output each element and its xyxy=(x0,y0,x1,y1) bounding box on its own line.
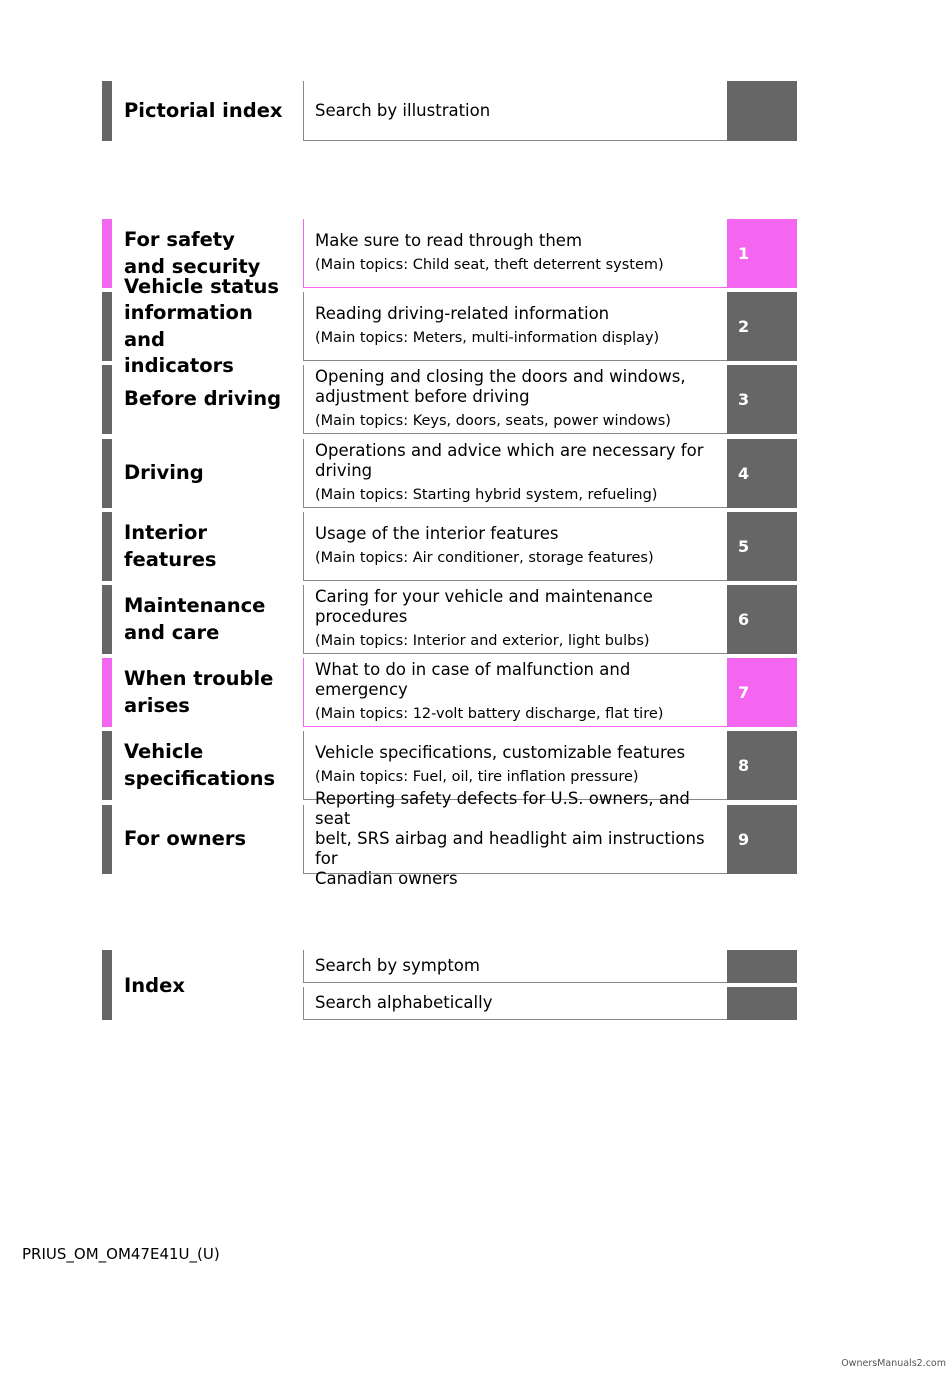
chapter-main-topics: (Main topics: 12-volt battery discharge, flat tire) xyxy=(315,706,664,722)
chapter-description: Reading driving-related information xyxy=(315,304,610,323)
document-code: PRIUS_OM_OM47E41U_(U) xyxy=(22,1245,220,1263)
chapter-description: Opening and closing the doors and windows, adjustment before driving xyxy=(315,367,686,406)
chapter-title: When trouble arises xyxy=(124,667,274,717)
chapter-description: Reporting safety defects for U.S. owners, and seat belt, SRS airbag and headlight aim instructions for Canadian owners xyxy=(315,789,705,888)
chapter-description-panel xyxy=(303,585,727,654)
index-item-panel xyxy=(303,987,727,1020)
pictorial-index-tab[interactable] xyxy=(727,81,797,141)
chapter-row-6[interactable] xyxy=(102,585,797,654)
chapter-tab-number[interactable]: 6 xyxy=(727,585,797,654)
chapter-description-panel xyxy=(303,512,727,581)
index-item-label: Search alphabetically xyxy=(315,993,493,1012)
chapter-row-2[interactable] xyxy=(102,274,797,377)
chapter-bar xyxy=(102,512,112,581)
chapter-title: Driving xyxy=(124,461,204,485)
chapter-row-9[interactable] xyxy=(102,789,797,888)
pictorial-index-row[interactable] xyxy=(102,81,797,141)
chapter-description-panel xyxy=(303,365,727,434)
chapter-main-topics: (Main topics: Keys, doors, seats, power windows) xyxy=(315,413,671,429)
index-item-tab[interactable] xyxy=(727,987,797,1020)
chapter-description: Usage of the interior features xyxy=(315,524,559,543)
chapter-main-topics: (Main topics: Fuel, oil, tire inflation pressure) xyxy=(315,769,639,785)
chapter-main-topics: (Main topics: Child seat, theft deterrent system) xyxy=(315,257,664,273)
chapter-title: Vehicle status information and indicators xyxy=(124,274,279,377)
chapter-row-3[interactable] xyxy=(102,365,797,434)
index-item-symptom[interactable] xyxy=(303,950,797,983)
chapter-row-7[interactable] xyxy=(102,658,797,727)
chapter-title: Maintenance and care xyxy=(124,594,266,644)
index-bar xyxy=(102,950,112,1020)
chapter-title: Vehicle specifications xyxy=(124,740,276,790)
chapter-description: Caring for your vehicle and maintenance procedures xyxy=(315,587,653,626)
chapter-bar xyxy=(102,585,112,654)
chapter-bar xyxy=(102,365,112,434)
chapter-description-panel xyxy=(303,292,727,361)
chapter-description-panel xyxy=(303,439,727,508)
chapter-description-panel xyxy=(303,219,727,288)
chapter-description: What to do in case of malfunction and emergency xyxy=(315,660,631,699)
pictorial-index-title: Pictorial index xyxy=(124,98,283,122)
chapter-description: Operations and advice which are necessary for driving xyxy=(315,441,704,480)
chapter-tab-number[interactable]: 1 xyxy=(727,219,797,288)
index-item-panel xyxy=(303,950,727,983)
watermark: OwnersManuals2.com xyxy=(841,1358,946,1369)
chapter-main-topics: (Main topics: Interior and exterior, light bulbs) xyxy=(315,633,650,649)
chapter-title: For owners xyxy=(124,827,247,851)
chapter-title: For safety and security xyxy=(124,228,261,278)
chapter-description: Make sure to read through them xyxy=(315,231,583,250)
chapter-tab-number[interactable]: 4 xyxy=(727,439,797,508)
chapter-bar xyxy=(102,292,112,361)
chapter-description: Vehicle specifications, customizable features xyxy=(315,743,686,762)
index-item-tab[interactable] xyxy=(727,950,797,983)
index-item-label: Search by symptom xyxy=(315,956,480,975)
chapter-title: Interior features xyxy=(124,521,217,571)
chapter-row-4[interactable] xyxy=(102,439,797,508)
chapter-row-5[interactable] xyxy=(102,512,797,581)
index-item-alphabetical[interactable] xyxy=(303,987,797,1020)
pictorial-index-bar xyxy=(102,81,112,141)
chapter-bar xyxy=(102,805,112,874)
chapter-bar xyxy=(102,439,112,508)
pictorial-index-desc: Search by illustration xyxy=(315,100,491,120)
chapter-bar xyxy=(102,658,112,727)
chapter-tab-number[interactable]: 8 xyxy=(727,731,797,800)
chapter-tab-number[interactable]: 2 xyxy=(727,292,797,361)
chapter-main-topics: (Main topics: Air conditioner, storage features) xyxy=(315,550,654,566)
chapter-description-panel xyxy=(303,658,727,727)
chapter-bar xyxy=(102,731,112,800)
chapter-tab-number[interactable]: 9 xyxy=(727,805,797,874)
index-title: Index xyxy=(124,973,185,997)
chapter-tab-number[interactable]: 7 xyxy=(727,658,797,727)
chapter-bar xyxy=(102,219,112,288)
chapter-title: Before driving xyxy=(124,387,282,411)
pictorial-index-panel xyxy=(303,81,727,141)
chapter-description-panel xyxy=(303,789,727,888)
chapter-tab-number[interactable]: 5 xyxy=(727,512,797,581)
chapter-main-topics: (Main topics: Meters, multi-information display) xyxy=(315,330,660,346)
chapter-main-topics: (Main topics: Starting hybrid system, refueling) xyxy=(315,487,658,503)
chapter-tab-number[interactable]: 3 xyxy=(727,365,797,434)
